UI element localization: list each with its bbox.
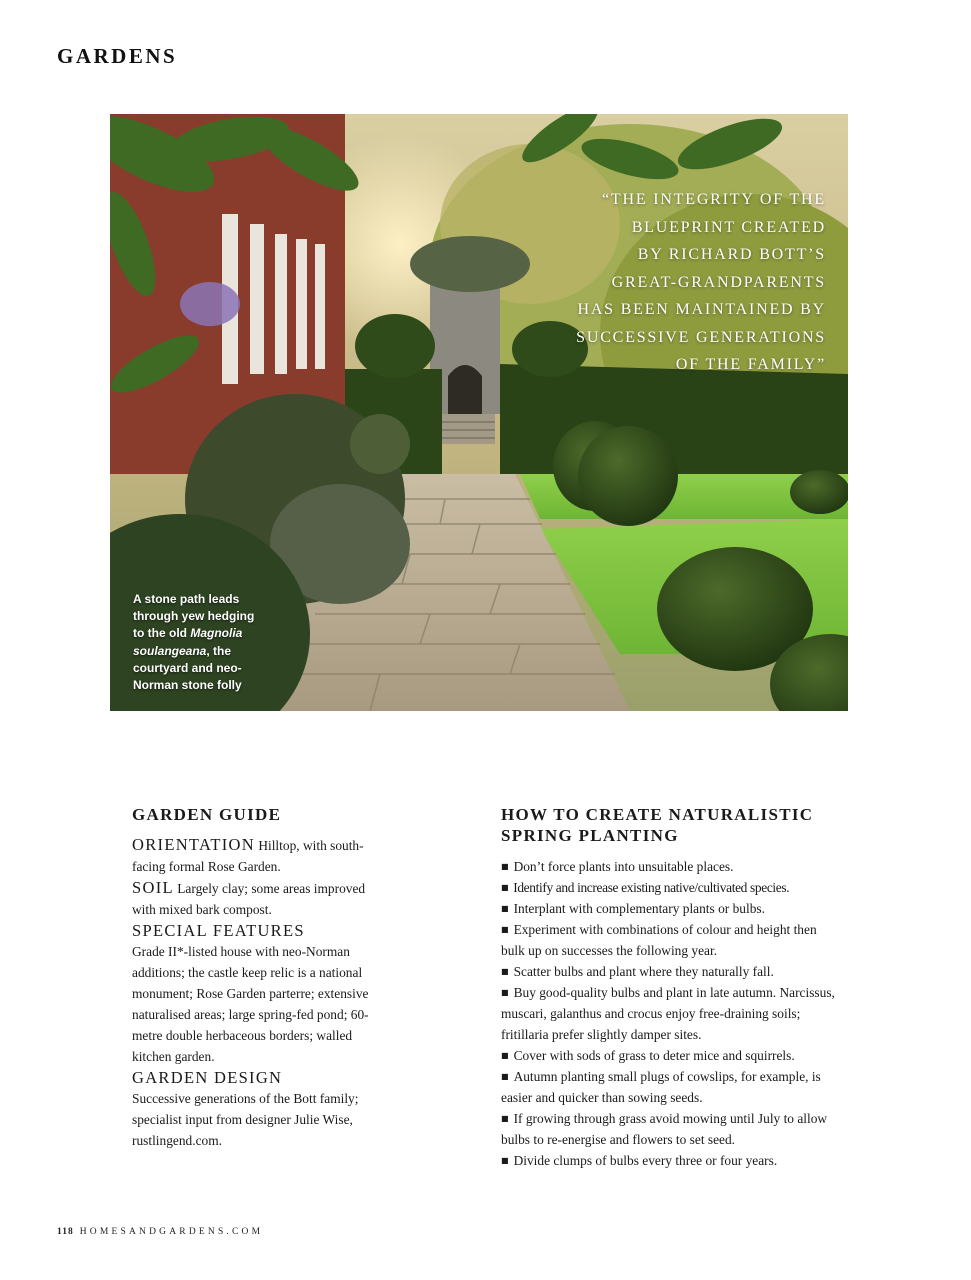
site-name: HOMESANDGARDENS.COM	[79, 1227, 264, 1237]
caption-line: Norman stone folly	[133, 678, 242, 693]
bullet-icon: ■	[501, 883, 509, 892]
bullet-icon: ■	[501, 967, 509, 976]
list-item	[501, 1066, 836, 1108]
list-item	[501, 877, 836, 898]
list-item	[501, 856, 836, 877]
design-text: Successive generations of the Bott family; specialist input from designer Julie Wise, rustlingend.com.	[132, 1091, 359, 1148]
bullet-icon: ■	[501, 1156, 509, 1165]
list-item	[501, 898, 836, 919]
caption-text: to the old	[133, 626, 191, 641]
pull-quote-line: “THE INTEGRITY OF THE	[602, 191, 826, 208]
section-title: GARDENS	[57, 44, 178, 68]
pull-quote	[526, 186, 826, 379]
pull-quote-line: OF THE FAMILY”	[675, 356, 826, 373]
list-item	[501, 1045, 836, 1066]
pull-quote-line: SUCCESSIVE GENERATIONS	[576, 328, 826, 346]
bullet-icon: ■	[501, 1051, 509, 1060]
bullet-icon: ■	[501, 925, 509, 934]
how-to-section	[501, 804, 836, 1171]
caption-latin-name: soulangeana	[133, 643, 207, 658]
garden-guide	[132, 804, 372, 1151]
design-label: GARDEN DESIGN	[132, 1068, 283, 1087]
caption-text: , the	[206, 643, 232, 658]
bullet-icon: ■	[501, 1072, 509, 1081]
features-label: SPECIAL FEATURES	[132, 921, 305, 940]
list-item	[501, 961, 836, 982]
soil-text: Largely clay; some areas improved with mixed bark compost.	[132, 881, 366, 917]
list-item	[501, 1150, 836, 1171]
garden-guide-heading: GARDEN GUIDE	[132, 805, 282, 824]
tip-text: Divide clumps of bulbs every three or four years.	[513, 1153, 778, 1168]
tip-text: Scatter bulbs and plant where they naturally fall.	[513, 964, 774, 979]
tip-text: Don’t force plants into unsuitable places.	[513, 859, 734, 874]
orientation-entry	[132, 834, 372, 877]
caption-line: A stone path leads	[133, 592, 240, 606]
orientation-label: ORIENTATION	[132, 835, 255, 854]
pull-quote-line: BY RICHARD BOTT’S	[637, 246, 826, 263]
bullet-icon: ■	[501, 862, 509, 871]
tip-text: Cover with sods of grass to deter mice and squirrels.	[513, 1048, 795, 1063]
caption-line	[133, 625, 283, 642]
garden-photo	[110, 114, 848, 711]
caption-line: courtyard and neo-	[133, 660, 242, 675]
tip-text: Buy good-quality bulbs and plant in late autumn. Narcissus, muscari, galanthus and crocus enjoy free-draining soils; fritillaria prefer slightly damper sites.	[501, 985, 835, 1042]
caption-line: through yew hedging	[133, 609, 255, 624]
tip-text: Identify and increase existing native/cultivated species.	[513, 880, 790, 895]
how-to-heading: HOW TO CREATE NATURALISTIC SPRING PLANTING	[501, 805, 814, 845]
photo-caption	[133, 591, 283, 694]
orientation-text: Hilltop, with south-facing formal Rose Garden.	[132, 838, 364, 874]
bullet-icon: ■	[501, 904, 509, 913]
tip-text: Interplant with complementary plants or bulbs.	[513, 901, 765, 916]
tip-text: If growing through grass avoid mowing until July to allow bulbs to re-energise and flowers to set seed.	[501, 1111, 828, 1147]
bullet-icon: ■	[501, 988, 509, 997]
list-item	[501, 982, 836, 1045]
pull-quote-line: BLUEPRINT CREATED	[631, 218, 826, 236]
pull-quote-line: GREAT-GRANDPARENTS	[611, 273, 826, 291]
list-item	[501, 1108, 836, 1150]
bullet-icon: ■	[501, 1114, 509, 1123]
list-item	[501, 919, 836, 961]
caption-line	[133, 643, 283, 660]
pull-quote-line: HAS BEEN MAINTAINED BY	[577, 301, 826, 318]
page-number: 118	[57, 1227, 74, 1237]
tip-text: Autumn planting small plugs of cowslips, for example, is easier and quicker than sowing seeds.	[501, 1069, 821, 1105]
caption-latin-name: Magnolia	[190, 626, 243, 641]
tip-text: Experiment with combinations of colour and height then bulk up on successes the following year.	[501, 922, 817, 958]
soil-entry	[132, 877, 372, 920]
page-footer	[57, 1227, 263, 1237]
tips-list	[501, 856, 836, 1171]
features-text: Grade II*-listed house with neo-Norman additions; the castle keep relic is a national monument; Rose Garden parterre; extensive naturalised areas; large spring-fed pond; 60-metre double herbaceous borders; walled kitchen garden.	[132, 944, 369, 1064]
soil-label: SOIL	[132, 878, 174, 897]
